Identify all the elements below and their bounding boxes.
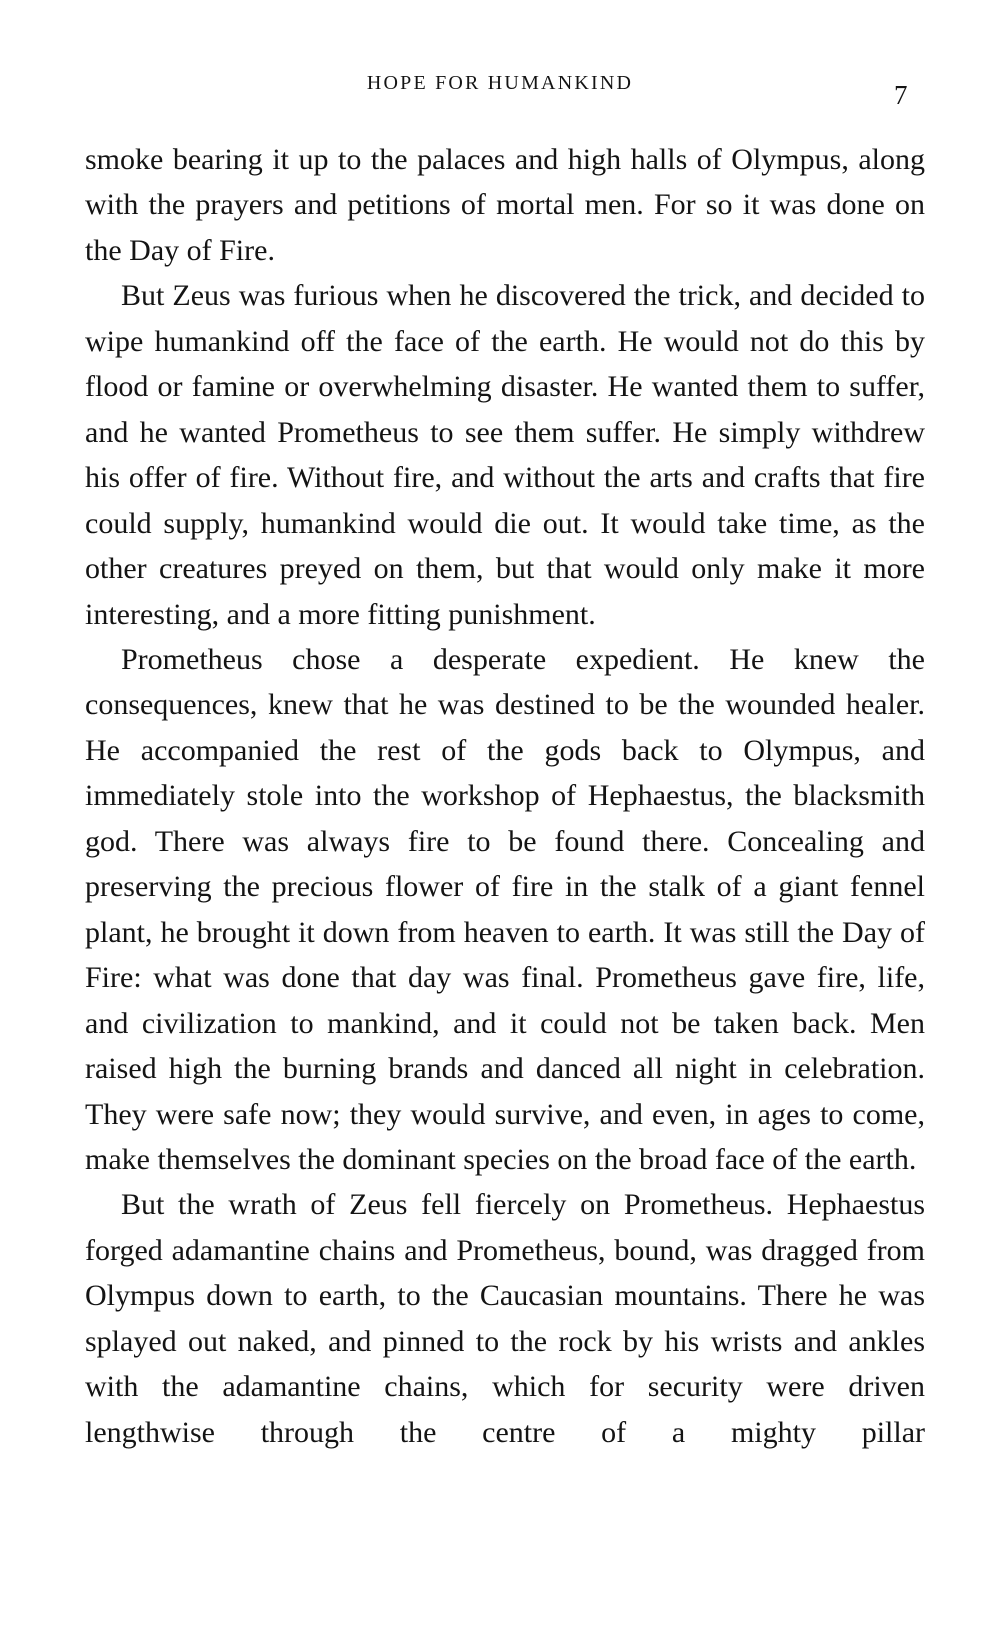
page-number: 7 <box>894 80 908 110</box>
body-text <box>85 137 925 1455</box>
running-head: HOPE FOR HUMANKIND <box>366 72 634 94</box>
paragraph-zeus-furious: But Zeus was furious when he discovered the trick, and decided to wipe humankind off the face of the earth. He would not do this by flood or famine or overwhelming disaster. He wanted them to suffer, and he wanted Prometheus to see them suffer. He simply withdrew his offer of fire. Without fire, and without the arts and crafts that fire could supply, humankind would die out. It would take time, as the other creatures preyed on them, but that would only make it more interesting, and a more fitting punishment. <box>85 279 925 631</box>
paragraph-continued: smoke bearing it up to the palaces and high halls of Olympus, along with the prayers and petitions of mortal men. For so it was done on the Day of Fire. <box>85 143 925 267</box>
paragraph-prometheus-expedient: Prometheus chose a desperate expedient. He knew the consequences, knew that he was destined to be the wounded healer. He accompanied the rest of the gods back to Olympus, and immediately stole into the workshop of Hephaestus, the blacksmith god. There was always fire to be found there. Concealing and preserving the precious flower of fire in the stalk of a giant fennel plant, he brought it down from heaven to earth. It was still the Day of Fire: what was done that day was final. Prometheus gave fire, life, and civilization to mankind, and it could not be taken back. Men raised high the burning brands and danced all night in celebration. They were safe now; they would survive, and even, in ages to come, make themselves the dominant species on the broad face of the earth. <box>85 642 925 1176</box>
paragraph-wrath-of-zeus: But the wrath of Zeus fell fiercely on Prometheus. Hephaestus forged adamantine chains and Prometheus, bound, was dragged from Olympus down to earth, to the Caucasian mountains. There he was splayed out naked, and pinned to the rock by his wrists and ankles with the adamantine chains, which for security were driven lengthwise through the centre of a mighty pillar <box>85 1188 925 1449</box>
